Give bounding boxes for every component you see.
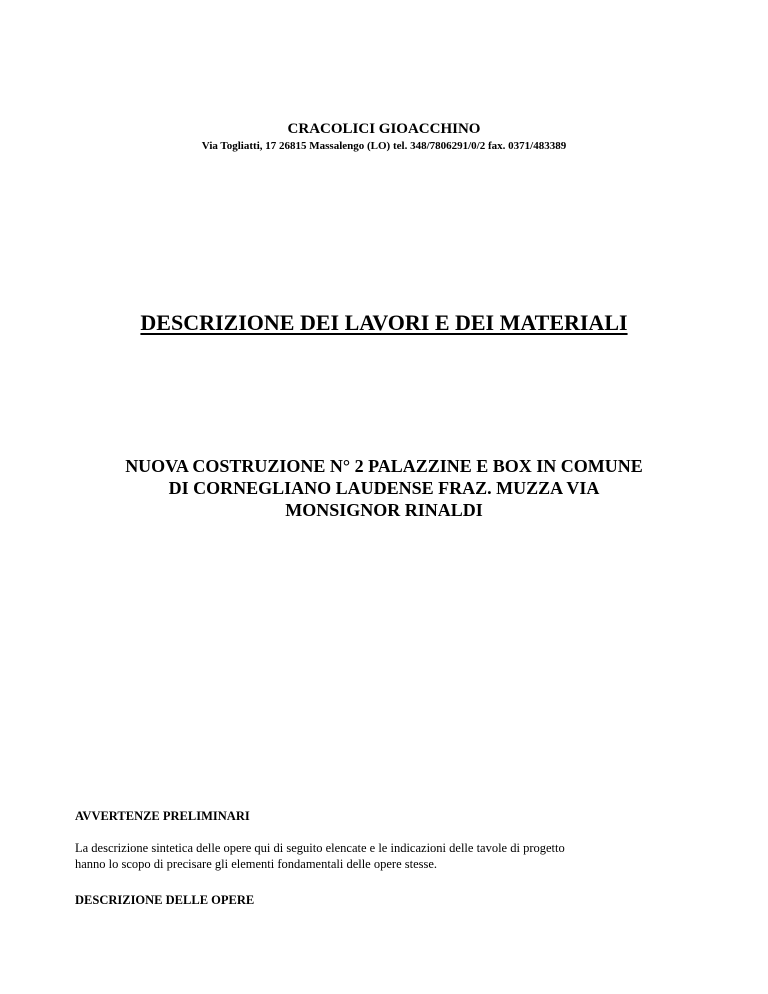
- operations-description-heading: DESCRIZIONE DELLE OPERE: [75, 893, 255, 907]
- project-title-line: NUOVA COSTRUZIONE N° 2 PALAZZINE E BOX IN COMUNE: [125, 456, 643, 476]
- document-title: DESCRIZIONE DEI LAVORI E DEI MATERIALI: [140, 310, 628, 335]
- paragraph-line: hanno lo scopo di precisare gli elementi fondamentali delle opere stesse.: [75, 857, 438, 871]
- paragraph-line: La descrizione sintetica delle opere qui di seguito elencate e le indicazioni delle tavole di progetto: [75, 841, 565, 855]
- project-title-line: DI CORNEGLIANO LAUDENSE FRAZ. MUZZA VIA: [168, 478, 600, 498]
- company-address: Via Togliatti, 17 26815 Massalengo (LO) tel. 348/7806291/0/2 fax. 0371/483389: [201, 140, 567, 152]
- company-name: CRACOLICI GIOACCHINO: [287, 121, 481, 137]
- project-title-line: MONSIGNOR RINALDI: [285, 500, 483, 520]
- preliminary-warnings-paragraph: [75, 840, 695, 872]
- preliminary-warnings-heading: AVVERTENZE PRELIMINARI: [75, 809, 250, 823]
- project-title: [64, 455, 704, 521]
